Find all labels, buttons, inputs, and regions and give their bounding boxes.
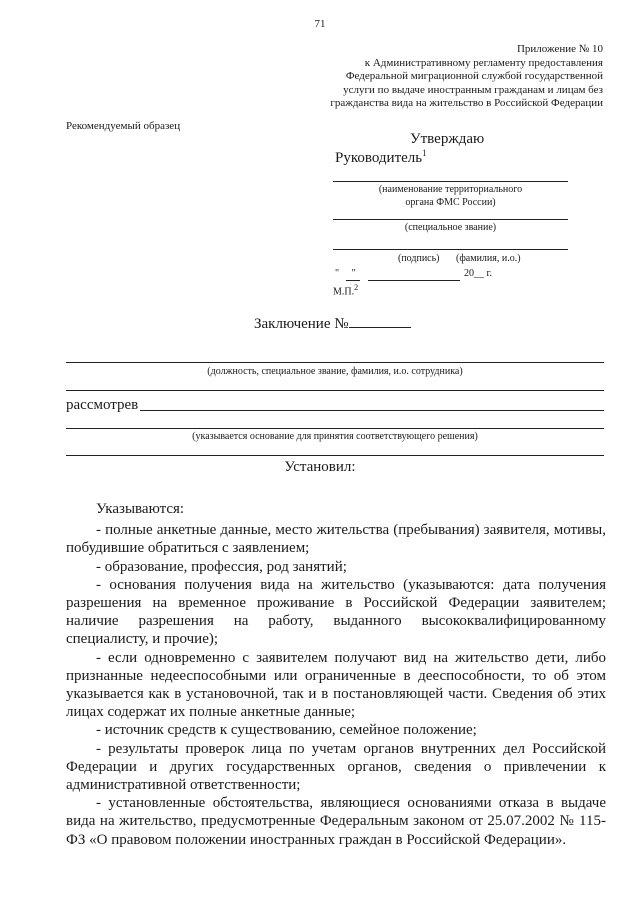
body-item: - если одновременно с заявителем получают вид на жительство дети, либо признанные недееспособными или ограниченные в дееспособности, то об этом указывается как в установочной, так и в постановляющей части. Сведения об этих лицах содержат их полные анкетные данные; <box>66 649 606 721</box>
signature-caption: (подпись) <box>398 253 440 264</box>
stamp-footnote-mark: 2 <box>354 283 359 292</box>
body-item: - результаты проверок лица по учетам органов внутренних дел Российской Федерации и других государственных органов, сведения о привлечении к административной ответственности; <box>66 740 606 794</box>
approve-word: Утверждаю <box>410 131 485 147</box>
rank-caption: (специальное звание) <box>404 222 497 233</box>
name-caption: (фамилия, и.о.) <box>456 253 521 264</box>
body-item: - образование, профессия, род занятий; <box>96 558 347 575</box>
date-day-line <box>346 280 360 281</box>
recommended-sample-label: Рекомендуемый образец <box>66 120 181 132</box>
considered-line <box>140 410 604 411</box>
organ-name-line <box>333 181 568 182</box>
officer-caption: (должность, специальное звание, фамилия, и.о. сотрудника) <box>207 366 463 377</box>
body-item: - основания получения вида на жительство (указываются: дата получения разрешения на временное проживание в Российской Федерации заявителем; наличие разрешения на работу, выданного высококвалифицированному специалисту, и прочие); <box>66 576 606 648</box>
head-title-text: Руководитель <box>335 150 423 166</box>
appendix-line: Приложение № 10 <box>516 43 603 55</box>
appendix-line: к Административному регламенту предоставления <box>364 56 603 69</box>
basis-line-2 <box>66 455 604 456</box>
basis-caption: (указывается основание для принятия соответствующего решения) <box>192 431 478 442</box>
considered-label: рассмотрев <box>66 397 139 413</box>
appendix-header <box>330 43 603 111</box>
date-month-line <box>368 280 460 281</box>
body-item: - источник средств к существованию, семейное положение; <box>96 722 477 739</box>
body-item: - полные анкетные данные, место жительства (пребывания) заявителя, мотивы, побудившие обратиться с заявлением; <box>66 522 606 557</box>
organ-caption <box>333 183 568 209</box>
body-item: - установленные обстоятельства, являющиеся основаниями отказа в выдаче вида на жительство, предусмотренные Федеральным законом от 25.07.2002 № 115-ФЗ «О правовом положении иностранных граждан в Российской Федерации». <box>66 795 606 848</box>
organ-caption-line: (наименование территориального <box>378 184 523 195</box>
page-number: 71 <box>314 18 326 30</box>
rank-line <box>333 219 568 220</box>
conclusion-number-blank <box>349 313 411 328</box>
signature-line <box>333 249 568 250</box>
conclusion-title-text: Заключение № <box>254 316 349 332</box>
officer-line-2 <box>66 390 604 391</box>
date-quotes: " " <box>335 268 356 279</box>
established-heading: Установил: <box>284 459 356 475</box>
appendix-line: услуги по выдаче иностранным гражданам и лицам без <box>343 83 603 96</box>
officer-line <box>66 362 604 363</box>
head-title <box>335 148 427 167</box>
appendix-line: гражданства вида на жительство в Российской Федерации <box>330 97 603 109</box>
stamp-text: М.П. <box>333 286 355 298</box>
appendix-line: Федеральной миграционной службой государственной <box>345 70 603 82</box>
date-year: 20__ г. <box>464 268 492 279</box>
organ-caption-line: органа ФМС России) <box>405 197 496 208</box>
stamp-label <box>333 283 358 297</box>
body-intro: Указываются: <box>96 501 185 517</box>
body-text <box>66 500 606 849</box>
conclusion-title <box>254 313 411 333</box>
basis-line <box>66 428 604 429</box>
head-footnote-mark: 1 <box>422 148 427 158</box>
